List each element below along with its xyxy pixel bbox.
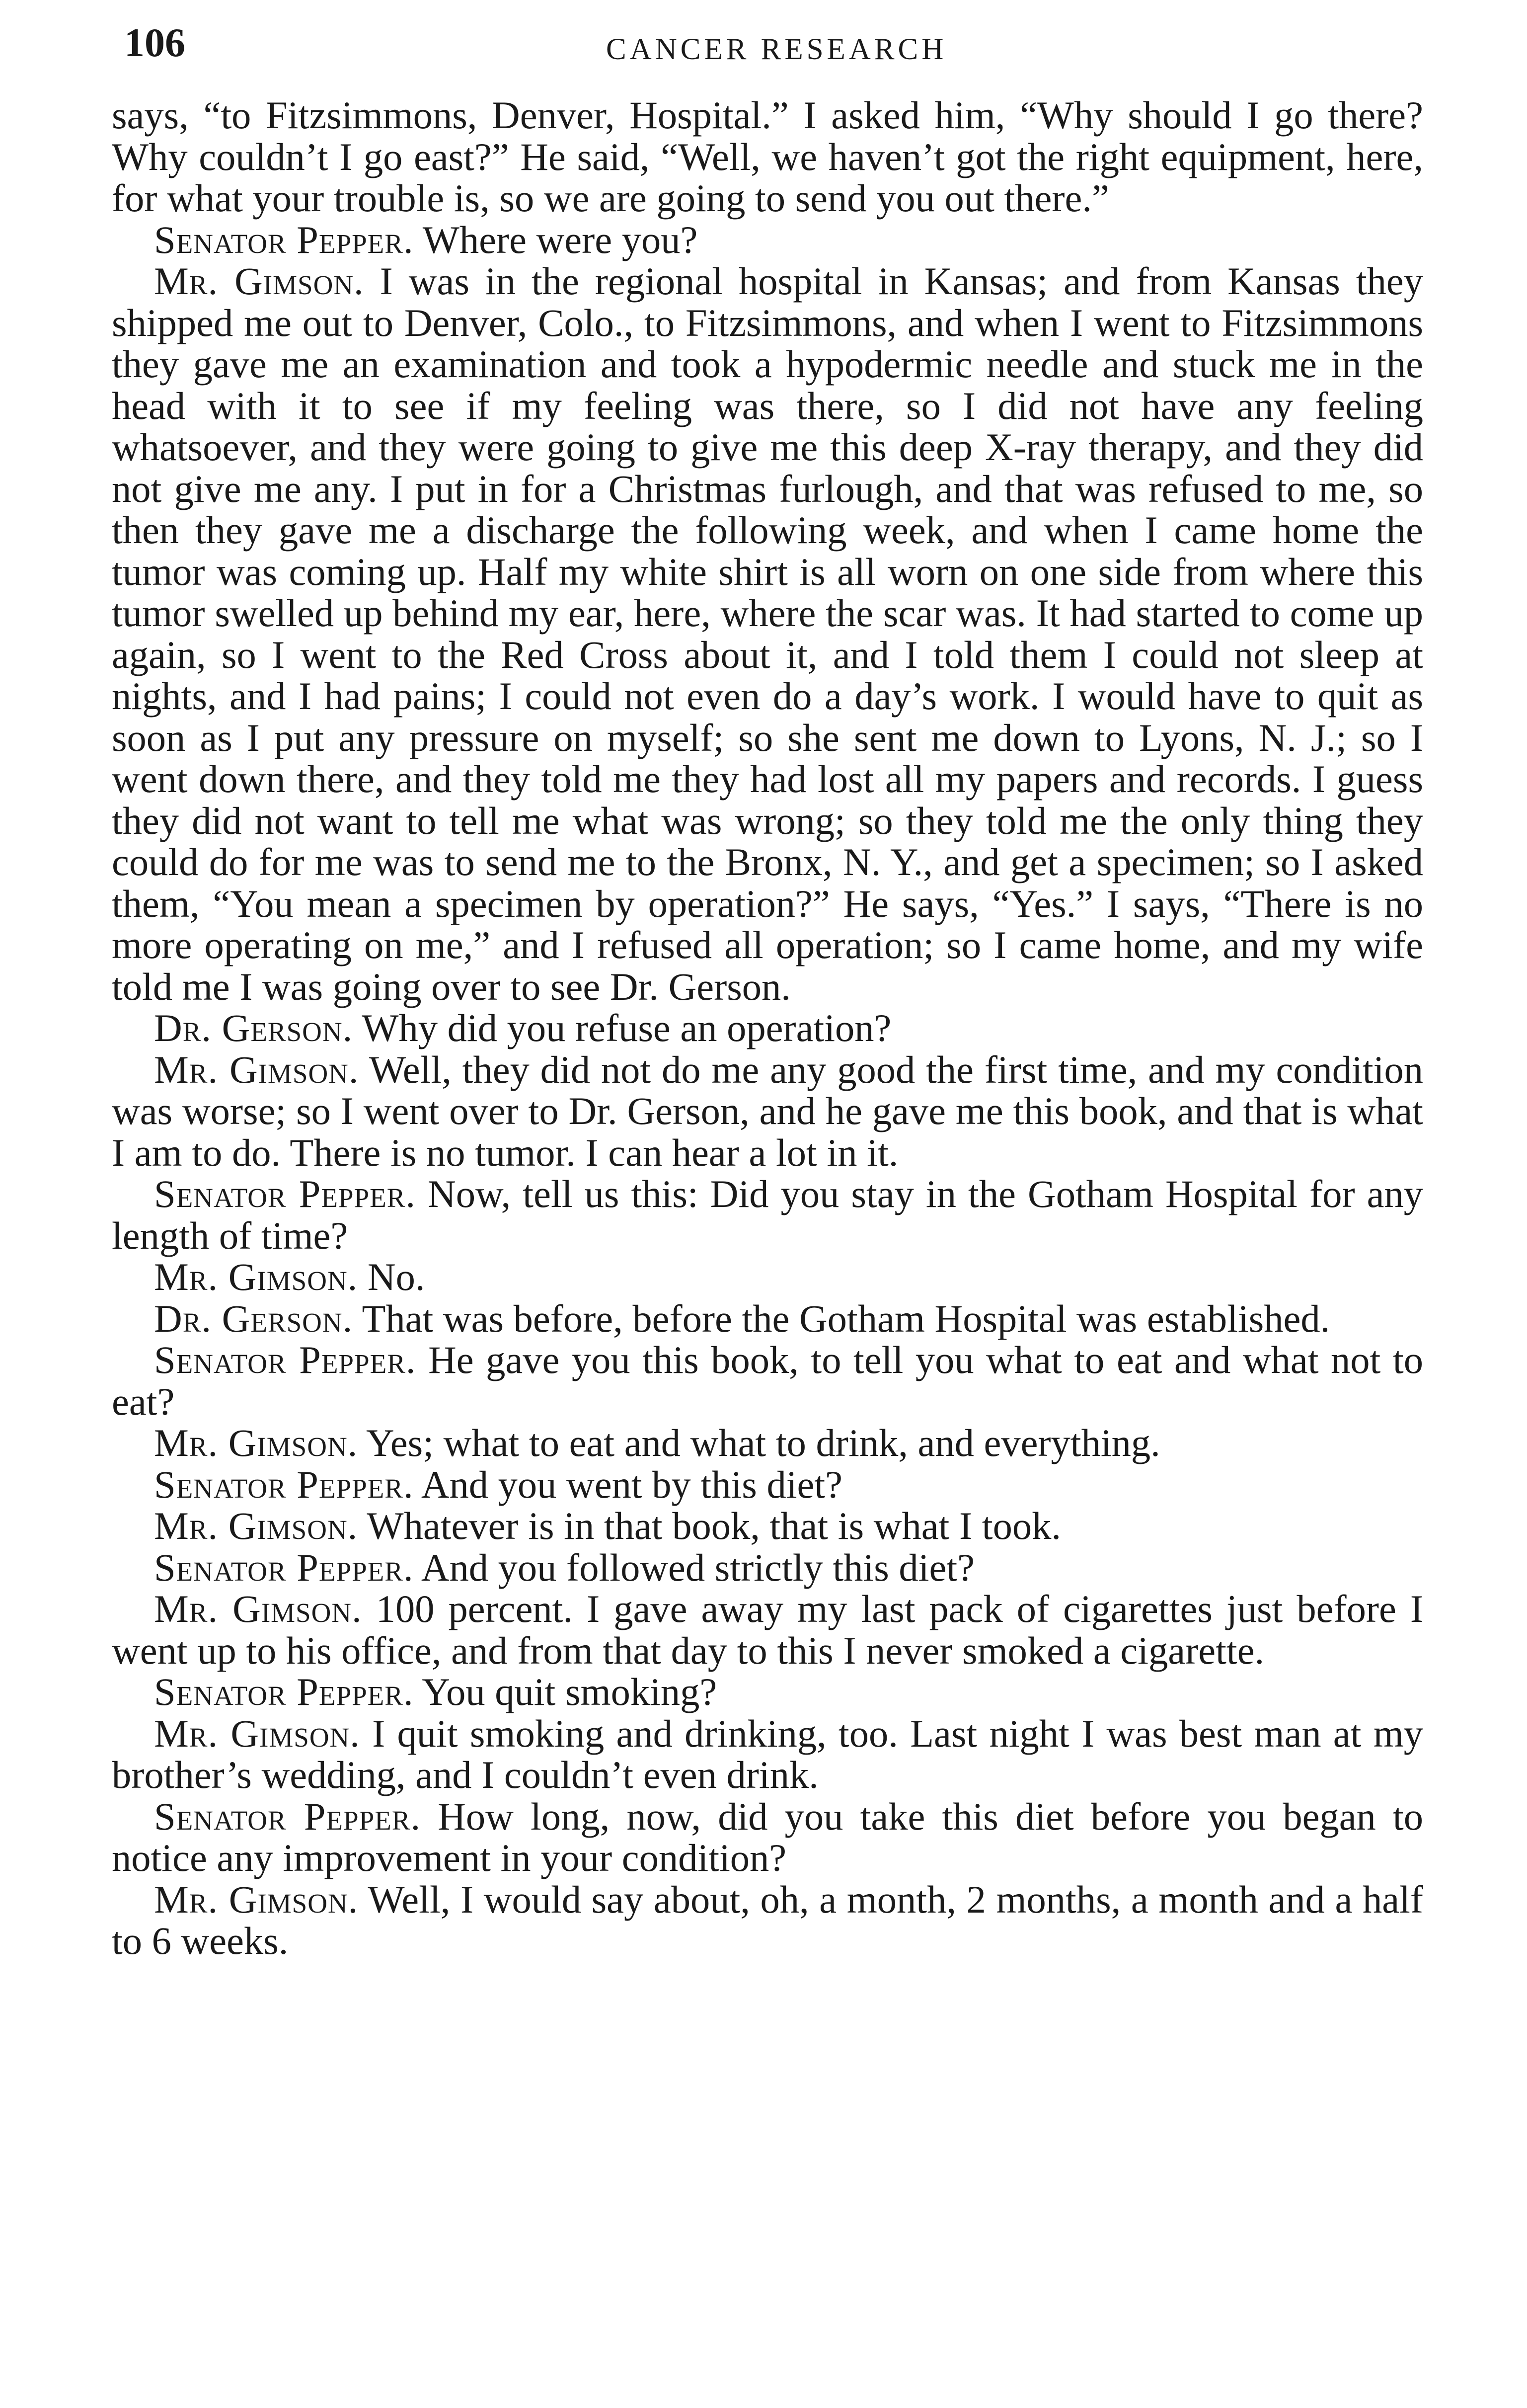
speaker-name: Senator Pepper. — [154, 1545, 414, 1589]
paragraph — [112, 219, 1423, 261]
paragraph — [112, 1796, 1423, 1879]
paragraph-text: I quit smoking and drinking, too. Last night I was best man at my brother’s wedding, and I couldn’t even drink. — [112, 1711, 1424, 1796]
paragraph-text: 100 percent. I gave away my last pack of cigarettes just before I went up to his office, and from that day to this I never smoked a cigarette. — [112, 1587, 1423, 1672]
speaker-name: Mr. Gimson. — [154, 1255, 358, 1298]
speaker-name: Mr. Gimson. — [154, 1711, 360, 1755]
paragraph-text: You quit smoking? — [413, 1670, 717, 1713]
paragraph — [112, 1173, 1423, 1256]
speaker-name: Senator Pepper. — [154, 218, 414, 261]
paragraph — [112, 1298, 1423, 1340]
paragraph — [112, 1588, 1423, 1671]
paragraph-text: And you followed strictly this diet? — [413, 1545, 975, 1589]
speaker-name: Senator Pepper. — [154, 1670, 414, 1713]
paragraph-text: Why did you refuse an operation? — [353, 1006, 892, 1049]
paragraph-text: Where were you? — [413, 218, 698, 261]
paragraph — [112, 1879, 1423, 1962]
speaker-name: Mr. Gimson. — [154, 1587, 362, 1630]
paragraph — [112, 1713, 1423, 1796]
speaker-name: Mr. Gimson. — [154, 1421, 358, 1464]
paragraph-text: No. — [358, 1255, 425, 1298]
paragraph — [112, 94, 1423, 219]
speaker-name: Mr. Gimson. — [154, 1047, 359, 1091]
paragraph-text: Well, they did not do me any good the first time, and my condition was worse; so I went over to Dr. Gerson, and he gave me this book, and that is what I am to do. There is no tumor. I can hear a lot in it. — [112, 1047, 1423, 1174]
paragraph-text: I was in the regional hospital in Kansas; and from Kansas they shipped me out to Denver, Colo., to Fitzsimmons, and when I went to Fitzsimmons they gave me an examination and took a hypodermic needle and stuck me in the head with it to see if my feeling was there, so I did not have any feeling whatsoever, and they were going to give me this deep X-ray therapy, and they did not give me any. I put in for a Christmas furlough, and that was refused to me, so then they gave me a discharge the following week, and when I came home the tumor was coming up. Half my white shirt is all worn on one side from where this tumor swelled up behind my ear, here, where the scar was. It had started to come up again, so I went to the Red Cross about it, and I told them I could not sleep at nights, and I had pains; I could not even do a day’s work. I would have to quit as soon as I put any pressure on myself; so she sent me down to Lyons, N. J.; so I went down there, and they told me they had lost all my papers and records. I guess they did not want to tell me what was wrong; so they told me the only thing they could do for me was to send me to the Bronx, N. Y., and get a specimen; so I asked them, “You mean a specimen by operation?” He says, “Yes.” I says, “There is no more operating on me,” and I refused all operation; so I came home, and my wife told me I was going over to see Dr. Gerson. — [112, 259, 1423, 1008]
speaker-name: Dr. Gerson. — [154, 1006, 353, 1049]
speaker-name: Mr. Gimson. — [154, 1877, 359, 1921]
speaker-name: Senator Pepper. — [154, 1794, 421, 1838]
speaker-name: Senator Pepper. — [154, 1172, 416, 1215]
paragraph — [112, 1339, 1423, 1422]
paragraph — [112, 1049, 1423, 1174]
paragraph — [112, 1007, 1423, 1049]
paragraph — [112, 1671, 1423, 1713]
paragraph-text: And you went by this diet? — [413, 1462, 843, 1506]
page-header — [124, 18, 1416, 78]
speaker-name: Senator Pepper. — [154, 1462, 414, 1506]
speaker-name: Senator Pepper. — [154, 1338, 416, 1381]
paragraph-text: Yes; what to eat and what to drink, and everything. — [358, 1421, 1160, 1464]
paragraph-text: Well, I would say about, oh, a month, 2 months, a month and a half to 6 weeks. — [112, 1877, 1424, 1962]
paragraph — [112, 1464, 1423, 1506]
paragraph — [112, 1422, 1423, 1464]
paragraph — [112, 1547, 1423, 1589]
paragraph — [112, 1256, 1423, 1298]
speaker-name: Dr. Gerson. — [154, 1296, 353, 1340]
paragraph-text: Whatever is in that book, that is what I took. — [358, 1504, 1061, 1547]
paragraph-text: How long, now, did you take this diet before you began to notice any improvement in your condition? — [112, 1794, 1423, 1879]
paragraph-text: Now, tell us this: Did you stay in the Gotham Hospital for any length of time? — [112, 1172, 1423, 1257]
page-number: 106 — [124, 20, 185, 65]
transcript-body — [112, 94, 1423, 1962]
paragraph-text: That was before, before the Gotham Hospital was established. — [353, 1296, 1330, 1340]
speaker-name: Mr. Gimson. — [154, 1504, 358, 1547]
running-head: CANCER RESEARCH — [606, 33, 947, 66]
paragraph-text: He gave you this book, to tell you what to eat and what not to eat? — [112, 1338, 1423, 1423]
speaker-name: Mr. Gimson. — [154, 259, 364, 303]
paragraph — [112, 1505, 1423, 1547]
paragraph — [112, 260, 1423, 1007]
paragraph-text: says, “to Fitzsimmons, Denver, Hospital.” I asked him, “Why should I go there? Why couldn’t I go east?” He said, “Well, we haven’t got the right equipment, here, for what your trouble is, so we are going to send you out there.” — [112, 93, 1423, 220]
